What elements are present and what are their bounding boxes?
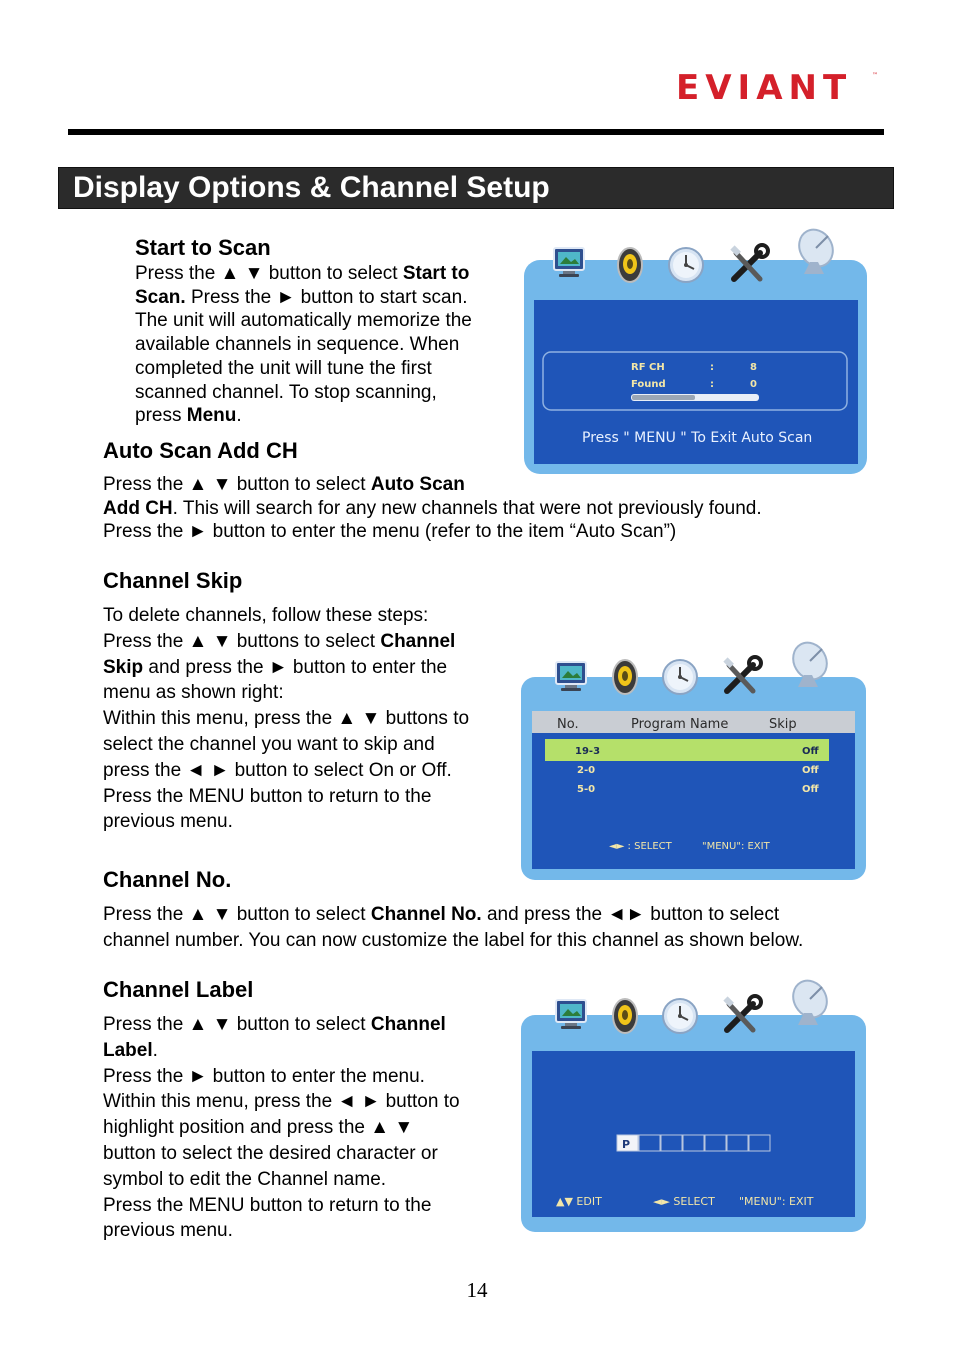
col-program-name: Program Name (631, 717, 729, 732)
text-line (103, 1089, 460, 1115)
bold-run: Auto Scan (370, 474, 465, 495)
text-run: Within this menu, press the ◄ ► button to (103, 1091, 460, 1113)
text-line (135, 381, 472, 405)
exit-hint: "MENU": EXIT (739, 1195, 814, 1208)
rf-ch-sep: : (710, 362, 714, 373)
text-line (103, 629, 469, 655)
section-title: Display Options & Channel Setup (73, 171, 550, 204)
text-line (103, 902, 803, 928)
text-run: available channels in sequence. When (135, 334, 460, 356)
osd-auto-scan-screen (524, 222, 868, 475)
row-skip: Off (802, 746, 819, 757)
found-label: Found (631, 379, 666, 390)
select-hint: ◄► SELECT (653, 1195, 715, 1208)
bold-run: Skip (103, 656, 144, 678)
text-run: highlight position and press the ▲ ▼ (103, 1117, 414, 1139)
text-line (103, 520, 762, 544)
heading-channel-label: Channel Label (103, 977, 254, 1002)
text-run: Press the ▲ ▼ button to select (103, 1014, 371, 1035)
heading-auto-scan-add-ch: Auto Scan Add CH (103, 438, 298, 463)
text-run: To delete channels, follow these steps: (103, 605, 429, 626)
text-run: The unit will automatically memorize the (135, 310, 472, 332)
text-line (135, 262, 472, 286)
start-to-scan-text (135, 262, 472, 428)
text-run: Within this menu, press the ▲ ▼ buttons to (103, 708, 470, 730)
row-skip: Off (802, 765, 819, 776)
text-run: Press the ▲ ▼ button to select (103, 474, 371, 495)
osd-channel-label-screen (521, 973, 867, 1233)
svg-text:™: ™ (872, 72, 878, 79)
exit-hint: Press " MENU " To Exit Auto Scan (582, 430, 813, 446)
text-run: Press the ▲ ▼ buttons to select (103, 630, 381, 652)
text-line (135, 309, 472, 333)
text-run: select the channel you want to skip and (103, 733, 435, 755)
text-run: press (135, 405, 187, 427)
brand-logo (674, 68, 884, 106)
text-line (103, 473, 762, 497)
text-run: Press the ▲ ▼ button to select (103, 904, 371, 925)
text-run: . (236, 405, 242, 427)
text-run: . This will search for any new channels that were not previously found. (172, 497, 762, 519)
bold-run: Label (103, 1039, 153, 1061)
header-rule (68, 129, 884, 135)
bold-run: Start to (402, 263, 470, 284)
text-line (103, 603, 469, 629)
row-no: 5-0 (577, 784, 596, 795)
text-line (103, 1218, 460, 1244)
label-first-char: P (622, 1138, 631, 1151)
edit-hint: ▲▼ EDIT (556, 1195, 602, 1208)
bold-run: Channel (380, 630, 456, 652)
text-run: scanned channel. To stop scanning, (135, 381, 437, 403)
text-line (103, 680, 469, 706)
text-line (135, 286, 472, 310)
text-run: completed the unit will tune the first (135, 357, 432, 379)
speaker-icon (613, 660, 637, 694)
page-number: 14 (466, 1278, 488, 1302)
row-skip: Off (802, 784, 819, 795)
text-run: Press the ► button to enter the menu. (103, 1065, 425, 1087)
heading-channel-no: Channel No. (103, 867, 232, 892)
rf-ch-label: RF CH (631, 362, 665, 373)
text-line (103, 784, 469, 810)
brand-text: EVIANT (676, 68, 853, 106)
text-run: previous menu. (103, 811, 233, 833)
col-no: No. (557, 717, 579, 732)
text-run: button to select the desired character or (103, 1142, 438, 1164)
text-line (103, 1064, 460, 1090)
text-run: and press the ◄► button to select (481, 904, 780, 925)
auto-scan-add-text (103, 473, 762, 544)
select-hint: ◄► : SELECT (609, 841, 672, 852)
text-run: previous menu. (103, 1220, 233, 1242)
scan-progress-fill (632, 395, 695, 400)
text-line (103, 1141, 460, 1167)
exit-hint: "MENU": EXIT (702, 841, 770, 852)
text-line (103, 1167, 460, 1193)
text-line (103, 809, 469, 835)
section-banner (58, 167, 894, 209)
text-run: symbol to edit the Channel name. (103, 1168, 387, 1190)
bold-run: Add CH (103, 497, 173, 519)
text-line (103, 655, 469, 681)
heading-channel-skip: Channel Skip (103, 568, 243, 593)
row-no: 2-0 (577, 765, 596, 776)
channel-label-text (103, 1012, 460, 1244)
eviant-logo-icon (674, 68, 884, 106)
text-line (103, 732, 469, 758)
text-line (103, 1115, 460, 1141)
text-line (135, 357, 472, 381)
text-line (103, 706, 469, 732)
rf-ch-value: 8 (750, 362, 757, 373)
text-run: Press the MENU button to return to the (103, 785, 432, 807)
heading-start-to-scan: Start to Scan (135, 235, 271, 260)
text-run: . (152, 1039, 158, 1061)
clock-icon (663, 999, 697, 1033)
speaker-icon (613, 999, 637, 1033)
text-line (103, 1038, 460, 1064)
osd-channel-skip-screen (521, 635, 867, 881)
row-no: 19-3 (575, 746, 601, 757)
text-line (103, 758, 469, 784)
bold-run: Channel No. (370, 904, 482, 925)
speaker-icon (618, 248, 642, 282)
text-line (103, 497, 762, 521)
text-run: Press the ► button to start scan. (185, 286, 468, 308)
clock-icon (663, 660, 697, 694)
text-run: Press the ▲ ▼ button to select (135, 263, 403, 284)
col-skip: Skip (769, 717, 797, 732)
text-line (135, 404, 472, 428)
text-run: menu as shown right: (103, 682, 284, 704)
text-run: press the ◄ ► button to select On or Off. (103, 759, 452, 781)
text-run: Press the ► button to enter the menu (refer to the item “Auto Scan”) (103, 521, 677, 543)
bold-run: Scan. (135, 286, 186, 308)
bold-run: Menu (186, 405, 237, 427)
text-run: Press the MENU button to return to the (103, 1194, 432, 1216)
text-line (103, 1012, 460, 1038)
text-run: channel number. You can now customize the label for this channel as shown below. (103, 929, 804, 951)
found-value: 0 (750, 379, 757, 390)
text-line (103, 928, 803, 954)
text-line (135, 333, 472, 357)
channel-skip-text (103, 603, 469, 835)
found-sep: : (710, 379, 714, 390)
clock-icon (669, 248, 703, 282)
channel-no-text (103, 902, 803, 954)
text-run: and press the ► button to enter the (143, 656, 448, 678)
text-line (103, 1193, 460, 1219)
bold-run: Channel (370, 1014, 446, 1035)
